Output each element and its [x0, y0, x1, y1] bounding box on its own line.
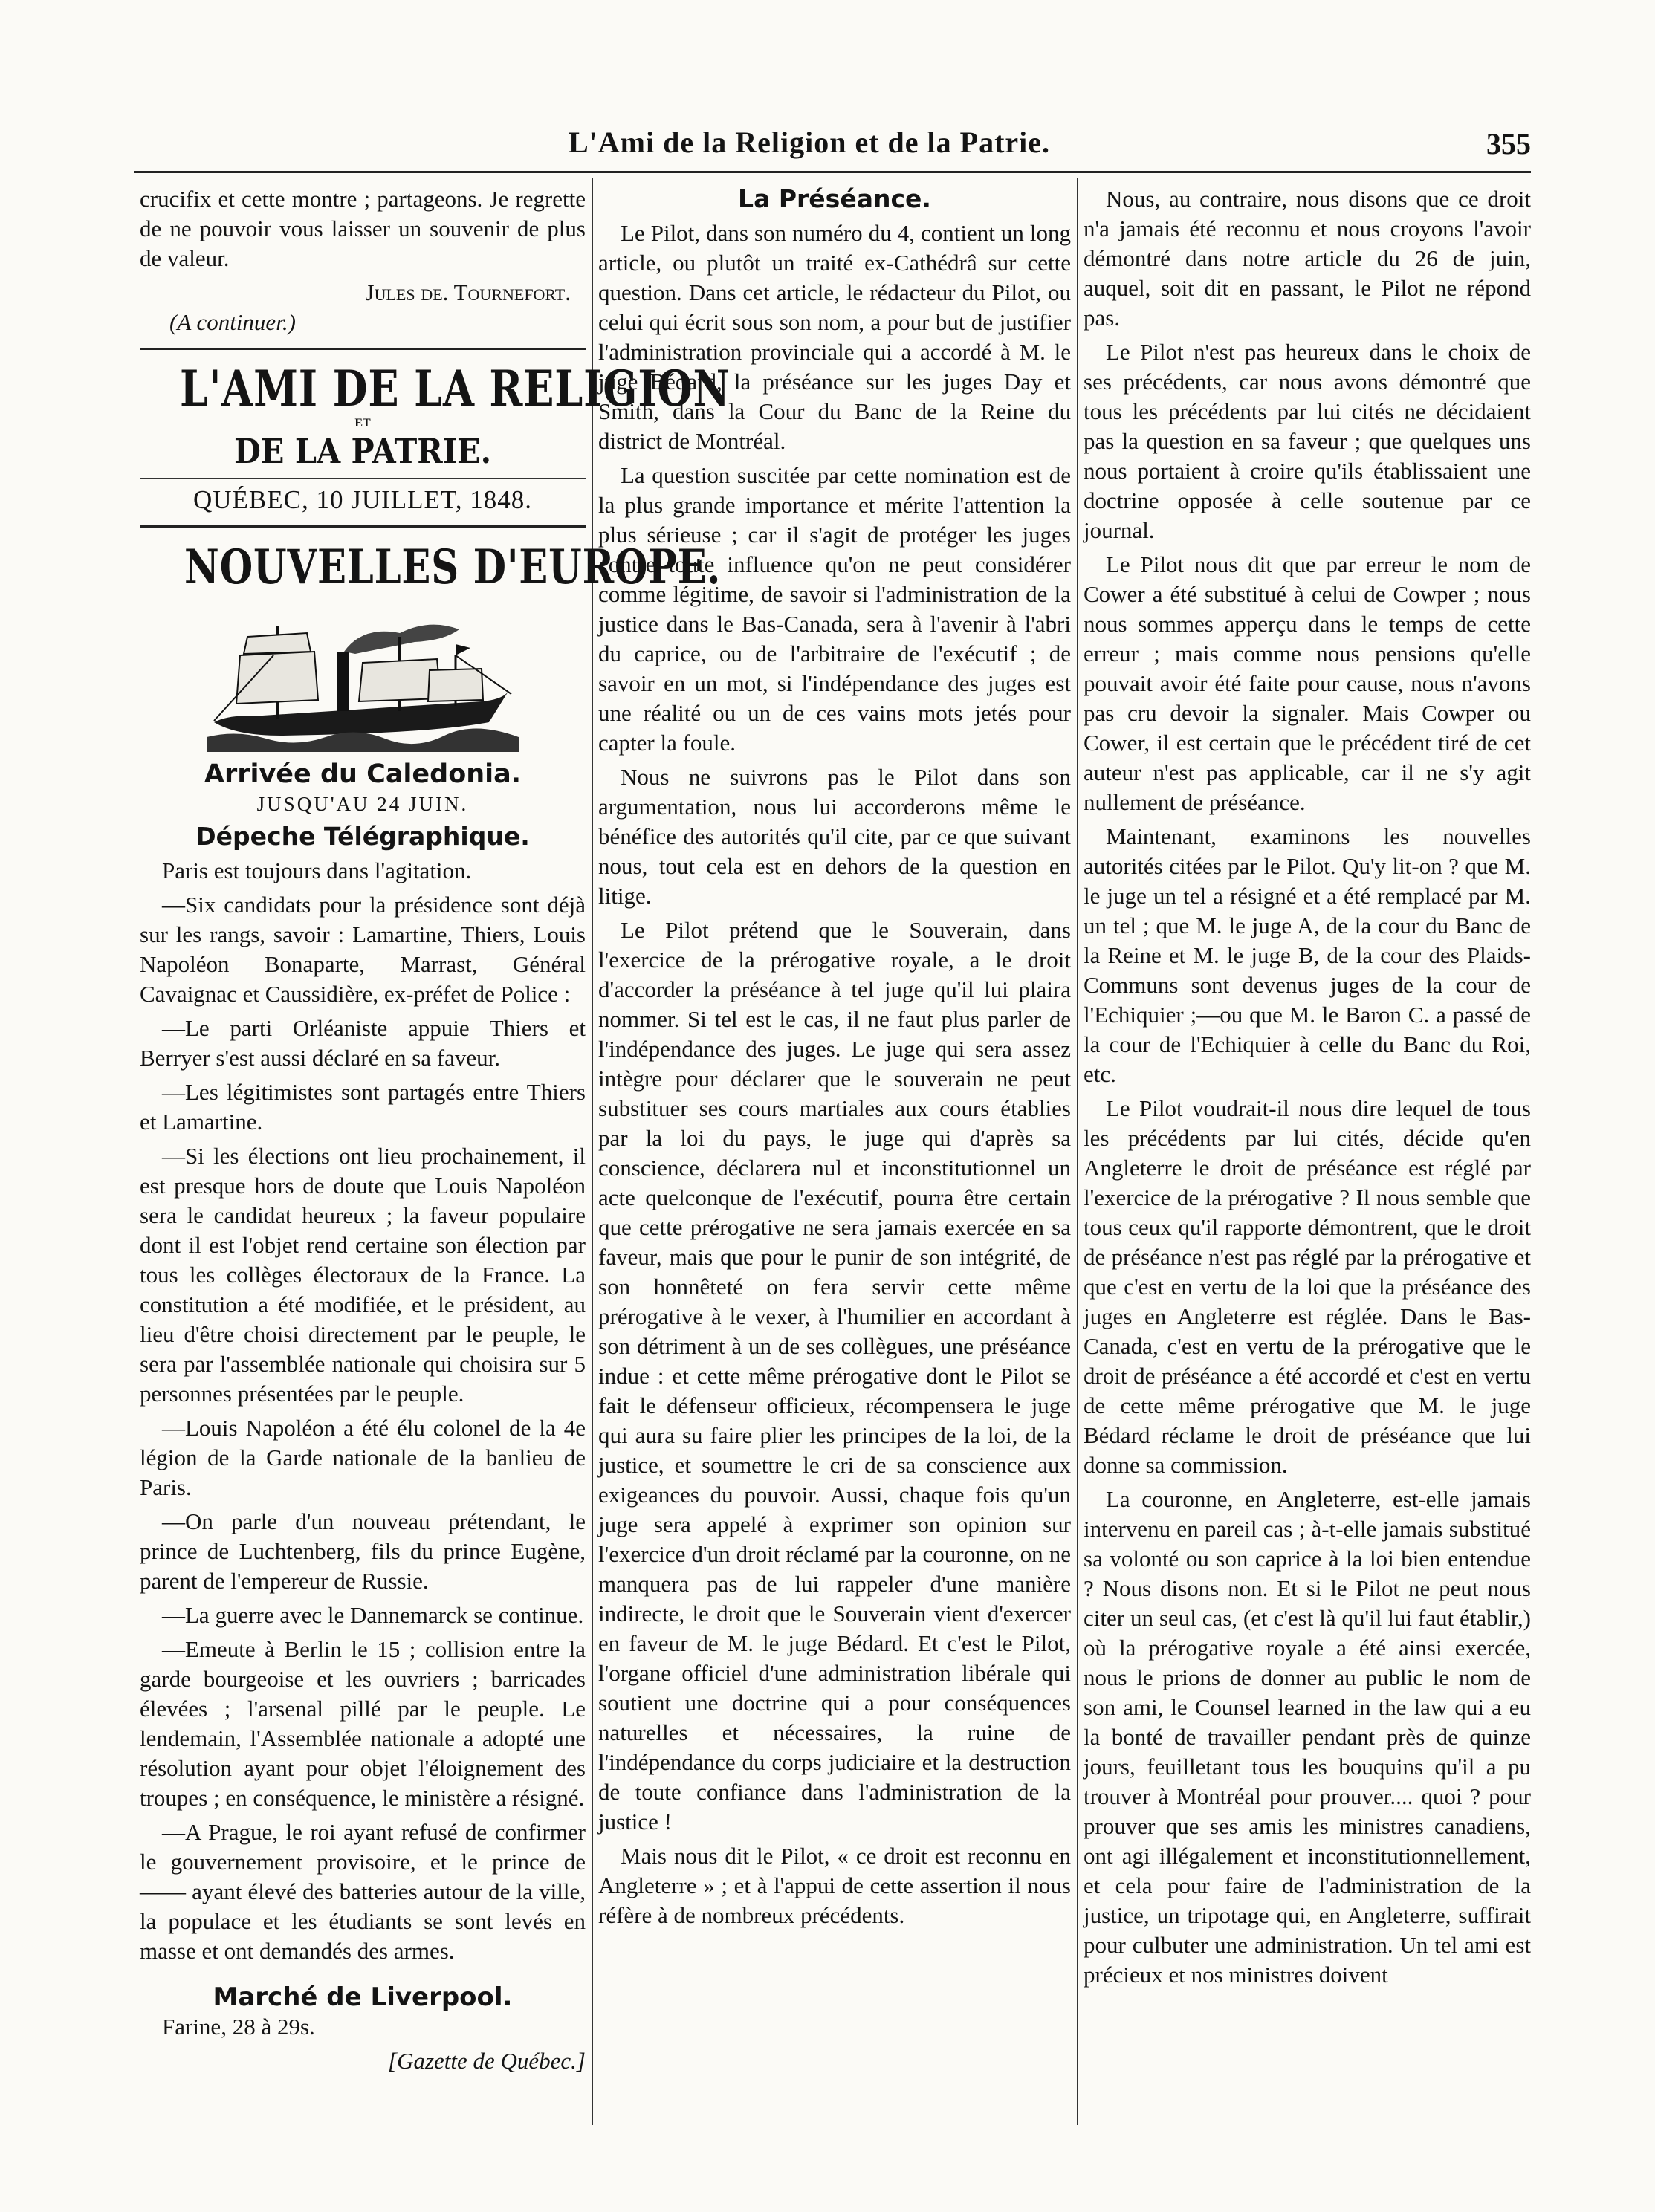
date-subheading: JUSQU'AU 24 JUIN.	[256, 793, 469, 815]
signature: Jules de. Tournefort.	[365, 279, 571, 305]
column-1	[140, 184, 731, 2076]
column-rule-1	[592, 178, 593, 2125]
divider	[140, 525, 586, 528]
article-paragraph: Le Pilot n'est pas heureux dans le choix de ses précédents, car nous avons démontré que tous les précédents par lui cités ne décidaient pas la question en sa faveur ; que quelques uns nous portaient à croire qu'ils établissaient une doctrine opposée à celle soutenue par ce journal.	[1084, 339, 1531, 543]
column-rule-2	[1077, 178, 1078, 2125]
running-head	[134, 125, 1531, 177]
continuation-text: crucifix et cette montre ; partageons. Je regrette de ne pouvoir vous laisser un souvenir de plus de valeur.	[140, 186, 586, 271]
article-paragraph: Nous, au contraire, nous disons que ce droit n'a jamais été reconnu et nous croyons l'avoir démontré dans notre article du 26 de juin, auquel, soit dit en passant, le Pilot ne répond pas.	[1084, 186, 1531, 331]
running-title: L'Ami de la Religion et de la Patrie.	[569, 126, 1051, 159]
news-paragraph: —La guerre avec le Dannemarck se continue.	[162, 1602, 584, 1628]
news-paragraph: —A Prague, le roi ayant refusé de confirmer le gouvernement provisoire, et le prince de —— ayant élevé des batteries autour de la ville, la populace et les étudiants se sont levés en masse et ont demandés des armes.	[140, 1819, 586, 1964]
article-paragraph: La couronne, en Angleterre, est-elle jamais intervenu en pareil cas ; à-t-elle jamais substitué sa volonté ou son caprice à la loi bien entendue ? Nous disons non. Et si le Pilot ne peut nous citer un seul cas, (et c'est là qu'il lui faut établir,) où la prérogative royale a été ainsi exercée, nous le prions de donner au public le nom de son ami, le Counsel learned in the law qui a eu la bonté de travailler pendant près de quinze jours, feuilletant tous les bouquins qu'il a pu trouver à Montréal pour prouver.... quoi ? pour prouver que ses amis les ministres canadiens, ont agi illégalement et inconstitutionnellement, et cela pour faire de l'administration de la justice, un tripotage qui, en Angleterre, suffirait pour culbuter une administration. Un tel ami est précieux et nos ministres doivent	[1084, 1486, 1531, 1988]
article-heading: La Préséance.	[738, 184, 931, 213]
news-paragraph: —Louis Napoléon a été élu colonel de la 4e légion de la Garde nationale de la banlieu de Paris.	[140, 1415, 586, 1500]
masthead-et: ET	[354, 417, 371, 429]
article-paragraph: Nous ne suivrons pas le Pilot dans son argumentation, nous lui accorderons même le bénéfice des autorités qu'il cite, par ce que suivant nous, tout cela est en dehors de la question en litige.	[598, 764, 1071, 909]
article-paragraph: Maintenant, examinons les nouvelles autorités citées par le Pilot. Qu'y lit-on ? que M. le juge un tel a résigné et a été remplacé par M. un tel ; que M. le juge A, de la cour du Banc de la Reine et M. le juge B, de la cour des Plaids-Communs sont devenus juges de la cour de l'Echiquier ;—ou que M. le Baron C. a passé de la cour de l'Echiquier à celle du Banc du Roi, etc.	[1084, 823, 1531, 1087]
article-paragraph: Le Pilot nous dit que par erreur le nom de Cower a été substitué à celui de Cowper ; nous nous sommes apperçu dans le temps de cette erreur ; mais comme nous pensions qu'elle pouvait avoir été faite pour cause, nous n'avons pas cru devoir la signaler. Mais Cowper ou Cower, il est certain que le précédent tiré de cet auteur n'est pas applicable, car il ne s'y agit nullement de préséance.	[1084, 551, 1531, 815]
article-paragraph: Mais nous dit le Pilot, « ce droit est reconnu en Angleterre » ; et à l'appui de cette assertion il nous réfère à de nombreux précédents.	[598, 1843, 1071, 1928]
news-paragraph: —Six candidats pour la présidence sont déjà sur les rangs, savoir : Lamartine, Thiers, Louis Napoléon Bonaparte, Marrast, Général Cavaignac et Caussidière, ex-préfet de Police :	[140, 892, 586, 1007]
news-paragraph: —Emeute à Berlin le 15 ; collision entre la garde bourgeoise et les ouvriers ; barricades élevées ; l'arsenal pillé par le peuple. Le lendemain, l'Assemblée nationale a adopté une résolution ayant pour objet l'éloignement des troupes ; en conséquence, le ministère a résigné.	[140, 1636, 586, 1811]
news-paragraph: —Si les élections ont lieu prochainement, il est presque hors de doute que Louis Napoléon sera le candidat heureux ; la faveur populaire dont il est l'objet rend certaine son élection par tous les collèges électoraux de la France. La constitution a été modifiée, et le président, au lieu d'être choisi directement par le peuple, le sera par l'assemblée nationale qui choisira sur 5 personnes présentées par le peuple.	[140, 1143, 586, 1407]
divider	[140, 478, 586, 479]
masthead-title: L'AMI DE LA RELIGION	[180, 360, 731, 418]
market-heading: Marché de Liverpool.	[213, 1982, 513, 2012]
section-title: NOUVELLES D'EUROPE.	[184, 539, 722, 595]
market-line: Farine, 28 à 29s.	[162, 2014, 315, 2040]
masthead-subtitle: DE LA PATRIE.	[233, 431, 492, 471]
column-3	[1084, 184, 1531, 1994]
news-paragraph: —Les légitimistes sont partagés entre Thiers et Lamartine.	[140, 1079, 586, 1135]
article-paragraph: Le Pilot prétend que le Souverain, dans l'exercice de la prérogative royale, a le droit d'accorder la préséance à tel juge qu'il lui plaira nommer. Si tel est le cas, il ne faut plus parler de l'indépendance des juges. Le juge qui sera assez intègre pour déclarer que le souverain ne peut substituer ses cours martiales aux cours établies par la loi du pays, le juge qui d'après sa conscience, déclarera nul et inconstitutionnel un acte quelconque de l'exécutif, pourra être certain que cette prérogative ne sera jamais exercée en sa faveur, mais que pour le punir de son intégrité, de son honnêteté on fera servir cette même prérogative à le vexer, à l'humilier en accordant à son détriment à un de ses collègues, une préséance indue : et cette même prérogative dont le Pilot se fait le défenseur officieux, récompensera le juge qui aura su faire plier les principes de la loi, de la justice, et soumettre le cri de sa conscience aux exigeances du pouvoir. Aussi, chaque fois qu'un juge sera appelé à exprimer son opinion sur l'exercice d'un droit réclamé par la couronne, on ne manquera pas de lui rappeler d'une manière indirecte, le droit que le Souverain vient d'exercer en faveur de M. le juge Bédard. Et c'est le Pilot, l'organe officiel d'une administration libérale qui soutient une doctrine qui a pour conséquences naturelles et nécessaires, la ruine de l'indépendance du corps judiciaire et la destruction de toute confiance dans l'administration de la justice !	[598, 917, 1071, 1835]
page-number: 355	[1486, 127, 1531, 160]
telegraph-heading: Dépeche Télégraphique.	[195, 822, 530, 851]
news-paragraph: —On parle d'un nouveau prétendant, le prince de Luchtenberg, fils du prince Eugène, parent de l'empereur de Russie.	[140, 1508, 586, 1594]
article-paragraph: Le Pilot voudrait-il nous dire lequel de tous les précédents par lui cités, décide qu'en Angleterre le droit de préséance est réglé par l'exercice de la prérogative ? Il nous semble que tous ceux qu'il rapporte démontrent, que le droit de préséance n'est pas réglé par la prérogative et que c'est en vertu de la loi que la préséance des juges en Angleterre est réglée. Dans le Bas-Canada, c'est en vertu de la prérogative que le droit de préséance a été accordé et c'est en vertu de cette même prérogative que M. le juge Bédard réclame le droit de préséance que lui donne sa commission.	[1084, 1095, 1531, 1478]
steamship-icon	[207, 611, 519, 752]
source-note: [Gazette de Québec.]	[388, 2048, 586, 2074]
divider	[140, 348, 586, 350]
news-paragraph: —Le parti Orléaniste appuie Thiers et Berryer s'est aussi déclaré en sa faveur.	[140, 1015, 586, 1071]
article-paragraph: Le Pilot, dans son numéro du 4, contient un long article, ou plutôt un traité ex-Cathédrâ sur cette question. Dans cet article, le rédacteur du Pilot, ou celui qui écrit sous son nom, a pour but de justifier l'administration provinciale qui a accordé à M. le juge Bédard, la préséance sur les juges Day et Smith, dans la Cour du Banc de la Reine du district de Montréal.	[598, 220, 1071, 454]
header-rule	[134, 171, 1531, 173]
to-continue-note: (A continuer.)	[169, 309, 296, 335]
article-paragraph: La question suscitée par cette nomination est de la plus grande importance et mérite l'attention la plus sérieuse ; car il s'agit de protéger les juges contre toute influence qu'on ne peut considérer comme légitime, de savoir si l'administration de la justice dans le Bas-Canada, sera à l'avenir à l'abri du caprice, ou de l'arbitraire de l'exécutif ; de savoir en un mot, si l'indépendance des juges est une réalité ou un de ces vains mots jetés pour capter la foule.	[598, 462, 1071, 756]
dateline: QUÉBEC, 10 JUILLET, 1848.	[193, 485, 532, 514]
news-paragraph: Paris est toujours dans l'agitation.	[162, 857, 472, 883]
column-2	[598, 184, 1071, 1935]
arrival-heading: Arrivée du Caledonia.	[204, 759, 522, 789]
